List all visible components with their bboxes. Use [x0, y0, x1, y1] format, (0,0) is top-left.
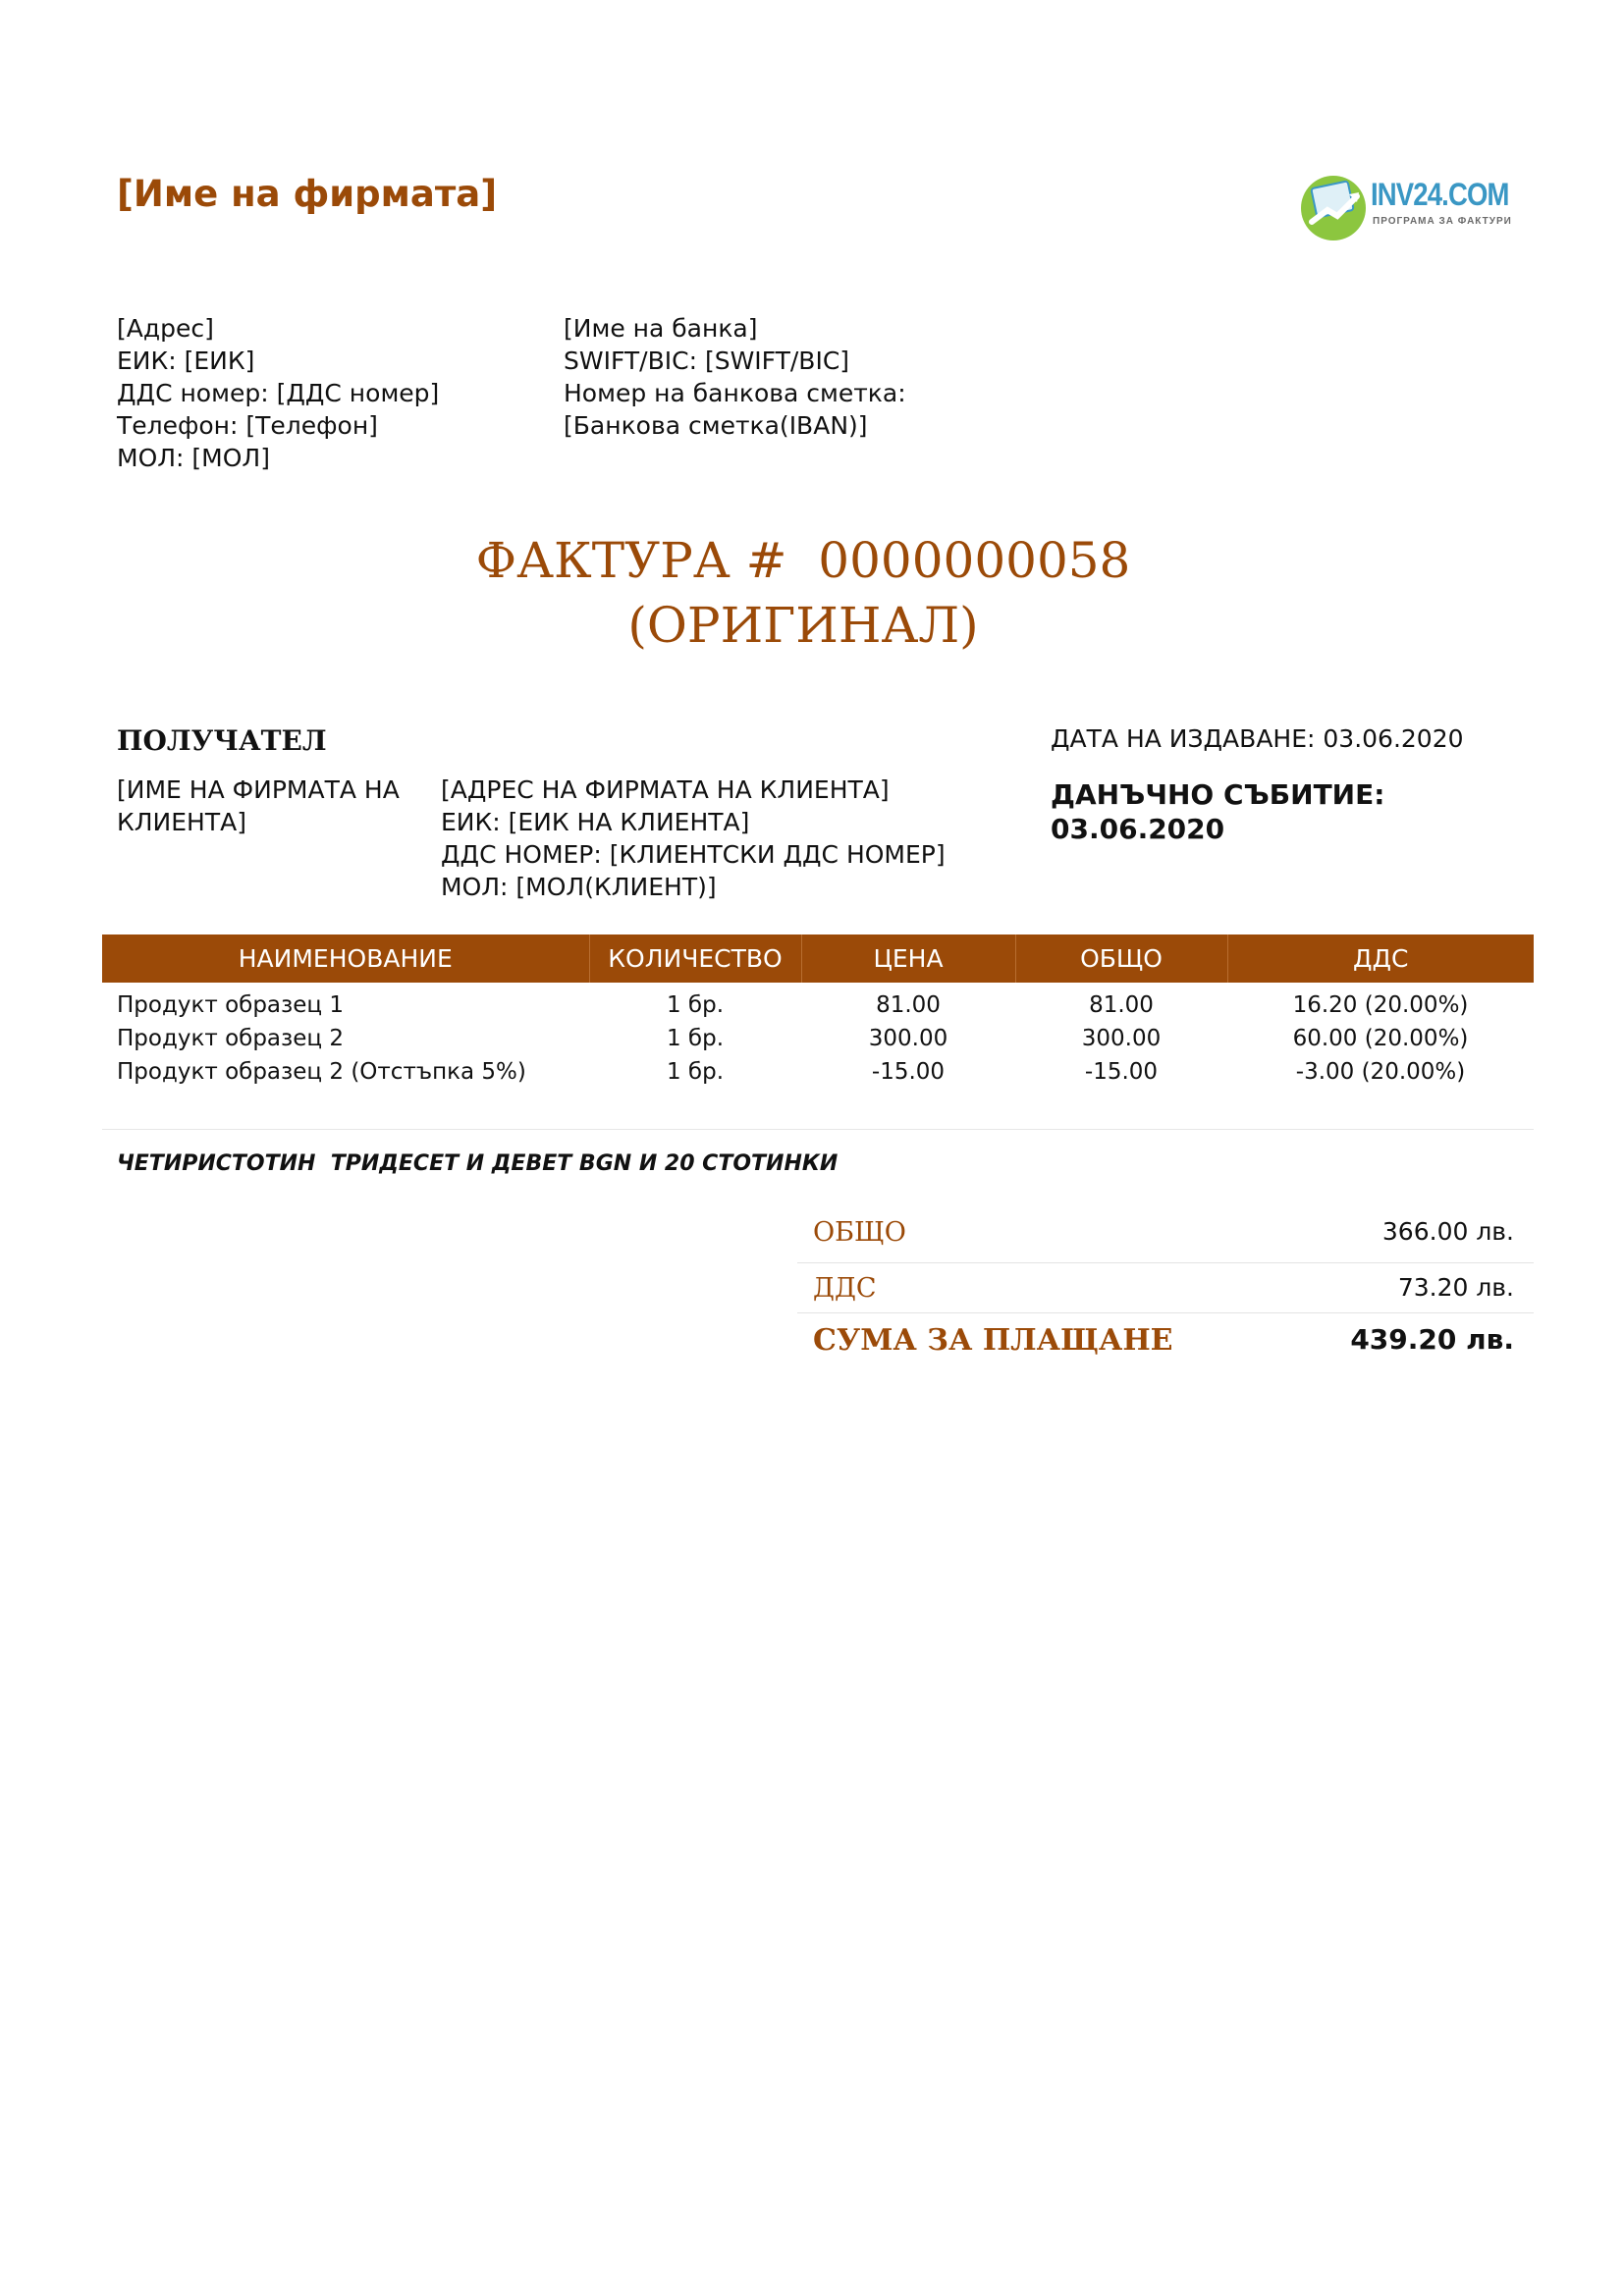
issue-date: ДАТА НА ИЗДАВАНЕ: 03.06.2020	[1051, 724, 1464, 753]
company-name: [Име на фирмата]	[117, 173, 498, 215]
client-details	[441, 774, 946, 903]
item-total: 300.00	[1081, 1026, 1162, 1051]
seller-phone: Телефон: [Телефон]	[117, 411, 378, 440]
bank-info	[564, 312, 906, 442]
header-price: ЦЕНА	[801, 934, 1015, 983]
grand-total-value: 439.20 лв.	[1350, 1323, 1514, 1356]
subtotal-label: ОБЩО	[813, 1217, 906, 1248]
item-quantity: 1 бр.	[666, 1059, 725, 1085]
recipient-heading: ПОЛУЧАТЕЛ	[117, 724, 327, 757]
vat-total-label: ДДС	[813, 1273, 877, 1304]
subtotal-value: 366.00 лв.	[1381, 1217, 1514, 1246]
logo-subtitle: ПРОГРАМА ЗА ФАКТУРИ	[1373, 216, 1512, 227]
table-divider	[102, 1129, 1534, 1130]
logo-title: INV24.COM	[1371, 177, 1509, 212]
header-vat: ДДС	[1227, 934, 1534, 983]
bank-swift: SWIFT/BIC: [SWIFT/BIC]	[564, 347, 850, 375]
item-total: -15.00	[1084, 1059, 1159, 1085]
item-name: Продукт образец 2	[117, 1026, 345, 1051]
table-header-row	[102, 934, 1534, 983]
table-row	[102, 983, 1534, 1022]
seller-eik: ЕИК: [ЕИК]	[117, 347, 255, 375]
item-name: Продукт образец 2 (Отстъпка 5%)	[117, 1059, 526, 1085]
tax-event-date: 03.06.2020	[1051, 813, 1225, 845]
item-vat: -3.00 (20.00%)	[1295, 1059, 1466, 1085]
seller-info	[117, 312, 439, 474]
table-row	[102, 1022, 1534, 1055]
invoice-copy-type: (ОРИГИНАЛ)	[627, 597, 979, 654]
logo-emblem-icon	[1298, 171, 1371, 243]
inv24-logo	[1298, 167, 1514, 245]
item-price: 81.00	[876, 992, 941, 1018]
grand-total-row	[797, 1313, 1534, 1366]
tax-event-label: ДАНЪЧНО СЪБИТИЕ:	[1051, 778, 1385, 811]
bank-account-label: Номер на банкова сметка:	[564, 379, 906, 407]
totals-section	[797, 1207, 1534, 1366]
client-mol: МОЛ: [МОЛ(КЛИЕНТ)]	[441, 873, 717, 901]
client-vat-number: ДДС НОМЕР: [КЛИЕНТСКИ ДДС НОМЕР]	[441, 840, 946, 869]
invoice-title	[0, 528, 1606, 658]
header-name: НАИМЕНОВАНИЕ	[102, 934, 589, 983]
header-quantity: КОЛИЧЕСТВО	[589, 934, 801, 983]
item-price: -15.00	[871, 1059, 946, 1085]
items-table	[102, 934, 1534, 1089]
bank-name: [Име на банка]	[564, 314, 758, 343]
item-vat: 16.20 (20.00%)	[1292, 992, 1469, 1018]
tax-event	[1051, 777, 1463, 846]
client-company-name: [ИМЕ НА ФИРМАТА НА КЛИЕНТА]	[117, 775, 400, 836]
item-quantity: 1 бр.	[666, 1026, 725, 1051]
header-total: ОБЩО	[1015, 934, 1227, 983]
amount-in-words: ЧЕТИРИСТОТИН ТРИДЕСЕТ И ДЕВЕТ BGN И 20 СТОТИНКИ	[117, 1151, 839, 1176]
grand-total-label: СУМА ЗА ПЛАЩАНЕ	[813, 1323, 1173, 1358]
bank-iban: [Банкова сметка(IBAN)]	[564, 411, 868, 440]
seller-address: [Адрес]	[117, 314, 214, 343]
subtotal-row	[797, 1207, 1534, 1262]
vat-row	[797, 1263, 1534, 1312]
item-vat: 60.00 (20.00%)	[1292, 1026, 1469, 1051]
item-total: 81.00	[1089, 992, 1154, 1018]
vat-total-value: 73.20 лв.	[1397, 1273, 1514, 1302]
client-address: [АДРЕС НА ФИРМАТА НА КЛИЕНТА]	[441, 775, 890, 804]
item-quantity: 1 бр.	[666, 992, 725, 1018]
item-price: 300.00	[868, 1026, 948, 1051]
invoice-number: ФАКТУРА # 0000000058	[475, 532, 1131, 589]
seller-mol: МОЛ: [МОЛ]	[117, 444, 270, 472]
table-row	[102, 1055, 1534, 1089]
seller-vat-number: ДДС номер: [ДДС номер]	[117, 379, 440, 407]
item-name: Продукт образец 1	[117, 992, 345, 1018]
client-eik: ЕИК: [ЕИК НА КЛИЕНТА]	[441, 808, 750, 836]
